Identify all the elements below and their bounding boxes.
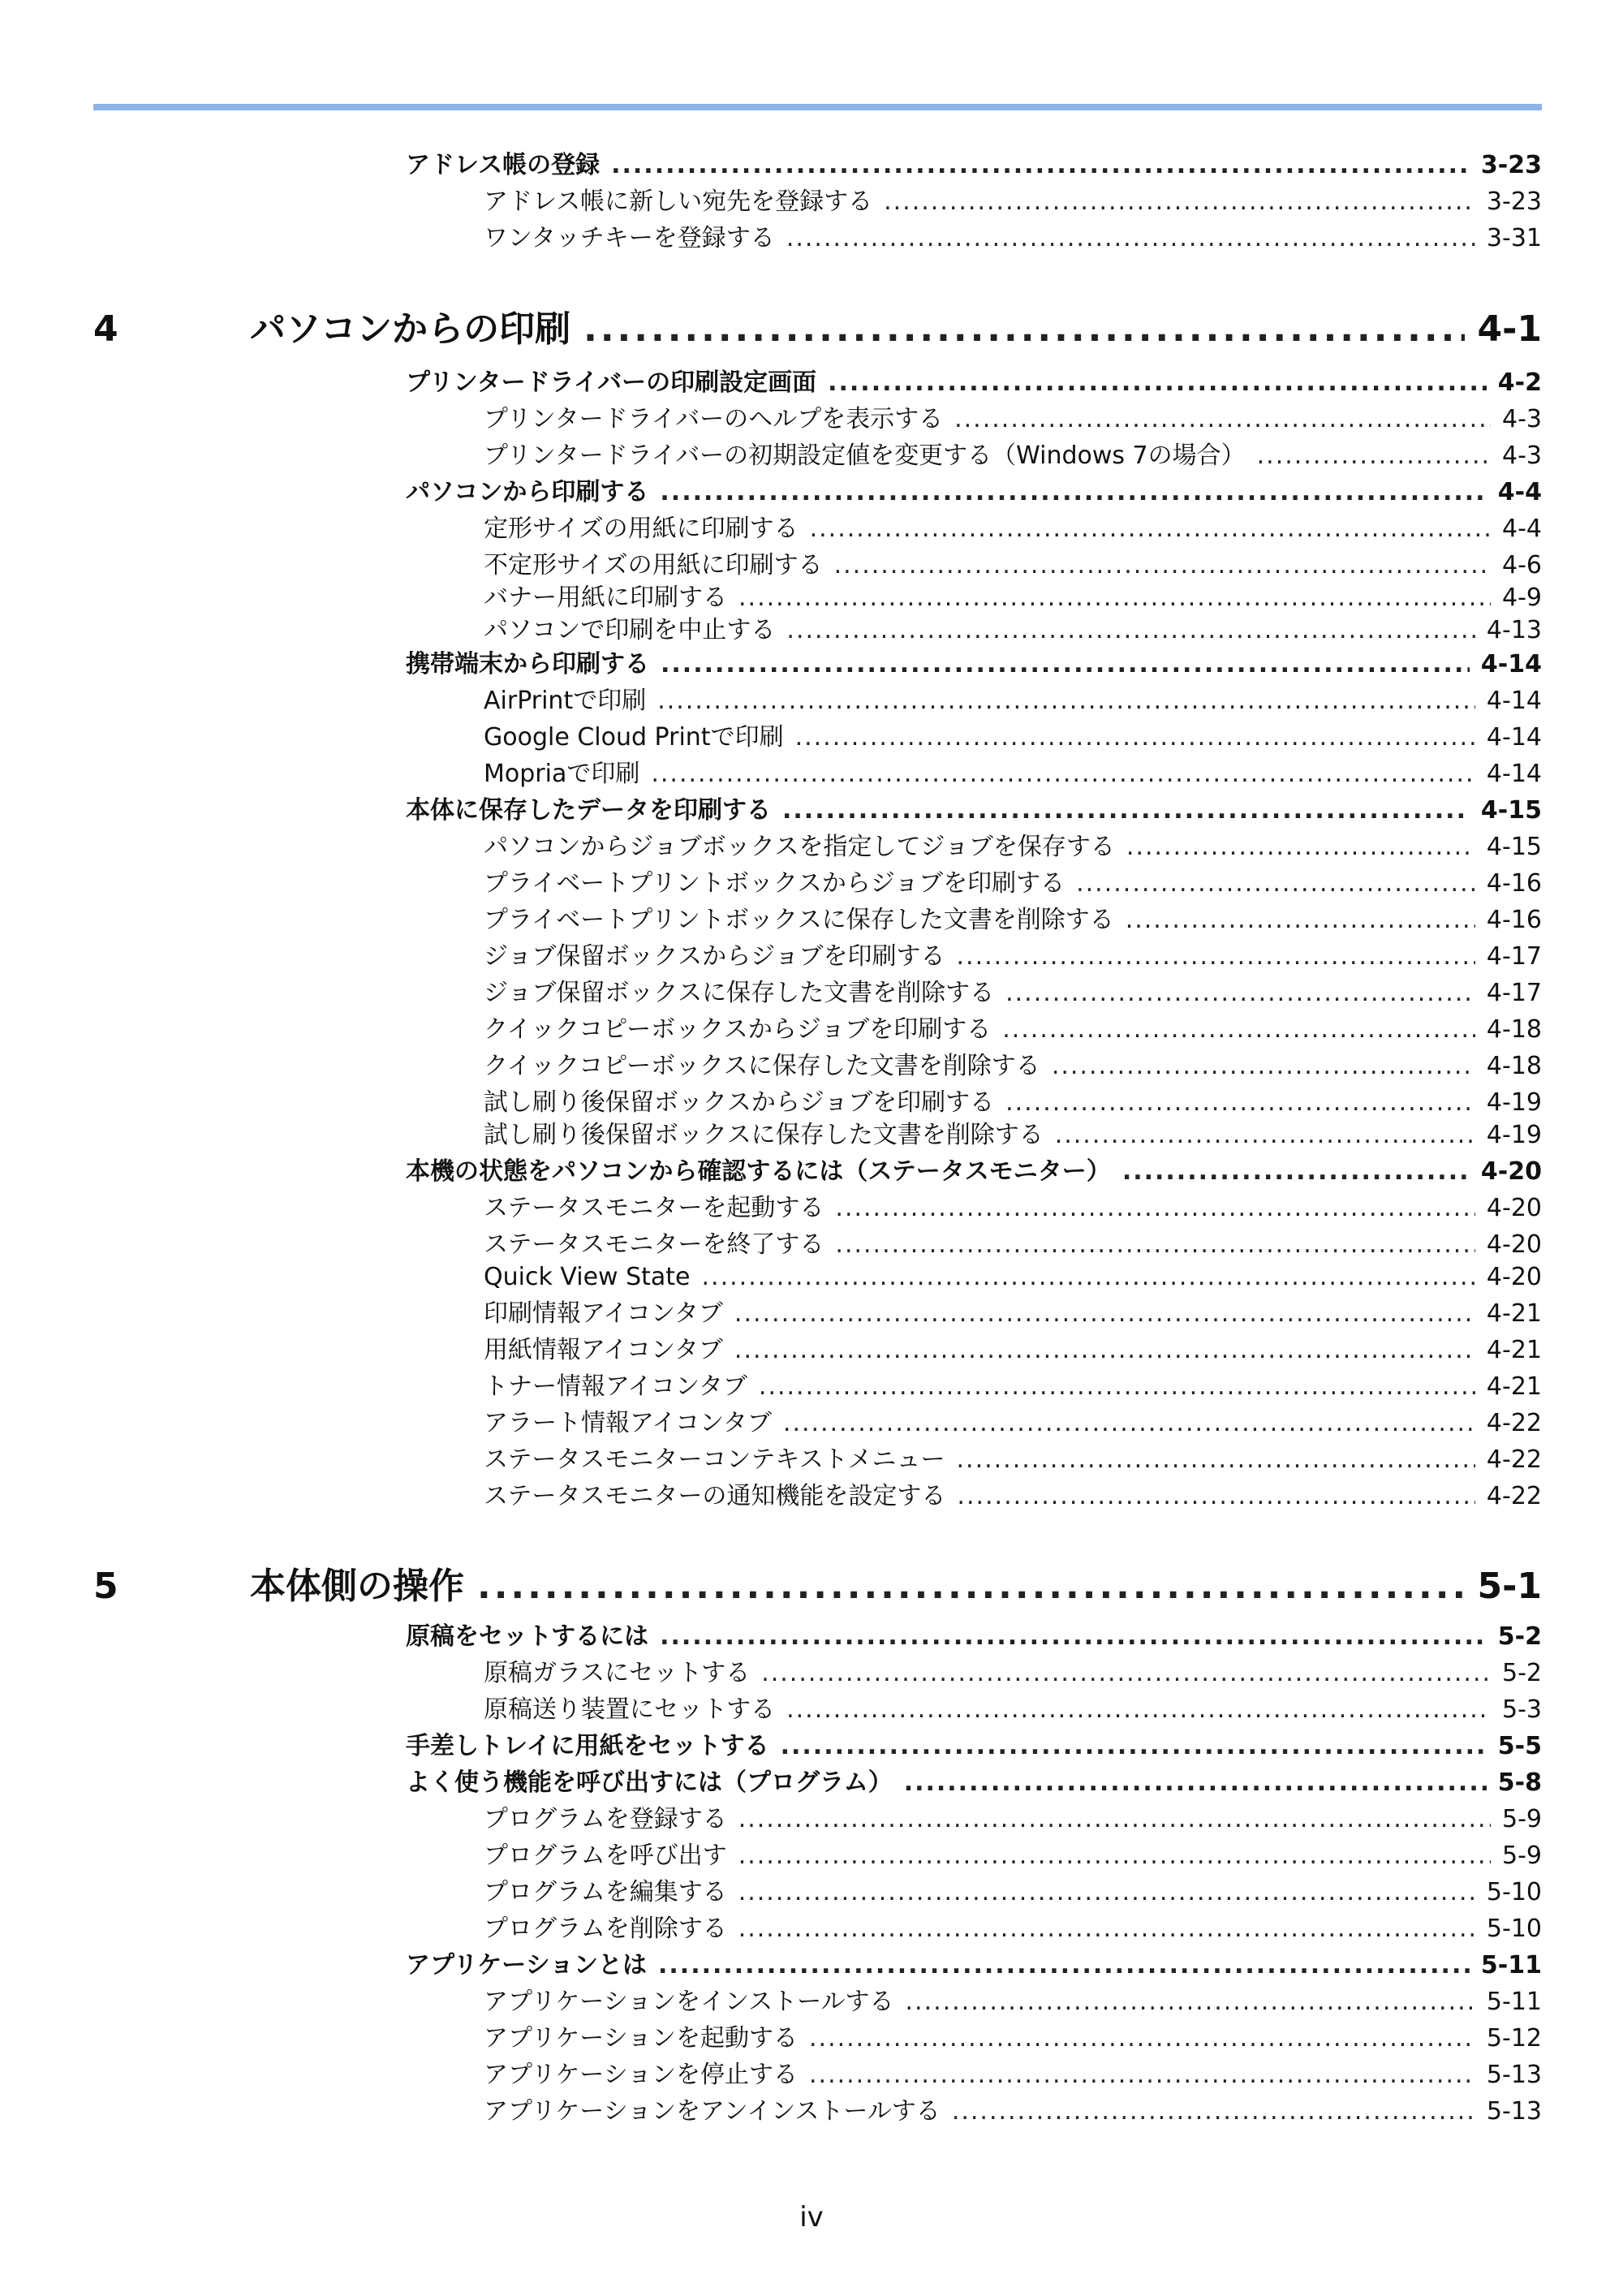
toc-entry[interactable] <box>406 1154 1542 1190</box>
toc-entry-page: 4-16 <box>1486 906 1542 934</box>
leader-dots <box>1257 438 1491 474</box>
toc-subentry[interactable] <box>484 1049 1542 1084</box>
toc-entry-page: 4-2 <box>1497 368 1542 397</box>
leader-dots <box>786 613 1475 648</box>
toc-subentry[interactable] <box>484 902 1542 938</box>
toc-entry-title: プリンタードライバーの初期設定値を変更する（Windows 7の場合） <box>484 442 1246 470</box>
toc-subentry[interactable] <box>484 1227 1542 1263</box>
toc-subentry[interactable] <box>484 720 1542 756</box>
toc-entry-title: 本体に保存したデータを印刷する <box>406 796 771 825</box>
toc-entry-page: 5-5 <box>1497 1732 1542 1760</box>
leader-dots <box>1005 976 1475 1011</box>
toc-entry-page: 4-20 <box>1486 1194 1542 1222</box>
toc-entry-page: 4-14 <box>1486 687 1542 715</box>
toc-entry-title: AirPrintで印刷 <box>484 687 647 715</box>
leader-dots <box>702 1260 1475 1295</box>
leader-dots <box>1005 1085 1475 1121</box>
toc-entry[interactable] <box>406 148 1542 183</box>
toc-subentry[interactable] <box>484 438 1542 474</box>
toc-entry-page: 5-9 <box>1502 1805 1542 1833</box>
toc-subentry[interactable] <box>484 2094 1542 2130</box>
toc-subentry[interactable] <box>484 1802 1542 1837</box>
toc-entry-title: 原稿をセットするには <box>406 1622 649 1651</box>
toc-entry-page: 5-2 <box>1502 1659 1542 1687</box>
toc-entry-title: ジョブ保留ボックスに保存した文書を削除する <box>484 979 995 1007</box>
toc-subentry[interactable] <box>484 1369 1542 1405</box>
leader-dots <box>781 1729 1487 1764</box>
toc-entry-title: アプリケーションとは <box>406 1951 647 1979</box>
header-rule <box>93 104 1542 110</box>
toc-entry-page: 5-8 <box>1497 1768 1542 1797</box>
toc-entry-page: 4-18 <box>1486 1052 1542 1080</box>
toc-entry-title: ステータスモニターを起動する <box>484 1194 824 1222</box>
toc-entry-page: 4-21 <box>1486 1372 1542 1401</box>
leader-dots <box>904 1765 1487 1801</box>
toc-entry-page: 5-12 <box>1486 2024 1542 2053</box>
leader-dots <box>657 683 1475 719</box>
toc-entry-page: 4-3 <box>1502 442 1542 470</box>
toc-entry-page: 5-13 <box>1486 2097 1542 2126</box>
toc-subentry[interactable] <box>484 511 1542 547</box>
leader-dots <box>1126 902 1475 938</box>
toc-entry-page: 4-3 <box>1502 405 1542 433</box>
toc-entry-title: バナー用紙に印刷する <box>484 584 727 612</box>
toc-entry-title: 定形サイズの用紙に印刷する <box>484 515 799 543</box>
toc-entry-page: 3-31 <box>1486 224 1542 252</box>
toc-entry-page: 4-19 <box>1486 1088 1542 1117</box>
leader-dots <box>834 548 1491 584</box>
leader-dots <box>738 580 1491 616</box>
toc-entry-title: アドレス帳の登録 <box>406 151 601 179</box>
toc-subentry[interactable] <box>484 221 1542 256</box>
leader-dots <box>1052 1049 1475 1084</box>
toc-entry-title: 原稿送り装置にセットする <box>484 1695 776 1724</box>
toc-subentry[interactable] <box>484 1479 1542 1514</box>
toc-subentry[interactable] <box>484 939 1542 975</box>
leader-dots <box>738 1911 1475 1947</box>
toc-entry-title: プログラムを呼び出す <box>484 1842 727 1870</box>
toc-entry-page: 4-17 <box>1486 942 1542 971</box>
toc-subentry[interactable] <box>484 1442 1542 1478</box>
leader-dots <box>761 1656 1491 1691</box>
toc-entry-page: 4-15 <box>1480 796 1542 825</box>
leader-dots <box>957 939 1475 975</box>
toc-subentry[interactable] <box>484 1012 1542 1048</box>
toc-entry-title: トナー情報アイコンタブ <box>484 1372 747 1401</box>
toc-entry-page: 4-15 <box>1486 833 1542 861</box>
leader-dots <box>810 511 1491 547</box>
toc-entry-page: 4-22 <box>1486 1409 1542 1437</box>
leader-dots <box>835 1191 1475 1226</box>
leader-dots <box>477 1562 1465 1611</box>
leader-dots <box>1076 866 1475 902</box>
toc-entry-page: 4-9 <box>1502 584 1542 612</box>
toc-entry-title: 試し刷り後保留ボックスからジョブを印刷する <box>484 1088 995 1117</box>
leader-dots <box>738 1802 1491 1837</box>
toc-subentry[interactable] <box>484 1191 1542 1226</box>
toc-entry-page: 4-14 <box>1480 650 1542 678</box>
chapter-heading[interactable] <box>93 305 1542 354</box>
leader-dots <box>651 756 1475 792</box>
toc-subentry[interactable] <box>484 548 1542 584</box>
toc-entry-page: 5-9 <box>1502 1842 1542 1870</box>
leader-dots <box>906 1984 1475 2020</box>
leader-dots <box>661 647 1470 683</box>
leader-dots <box>658 1948 1470 1984</box>
toc-entry-title: パソコンで印刷を中止する <box>484 616 776 644</box>
toc-entry-title: パソコンから印刷する <box>406 478 649 506</box>
page-number: iv <box>799 2201 824 2234</box>
toc-entry-page: 4-14 <box>1486 760 1542 788</box>
leader-dots <box>1002 1012 1475 1048</box>
chapter-page: 5-1 <box>1477 1566 1542 1607</box>
toc-entry-page: 3-23 <box>1480 151 1542 179</box>
leader-dots <box>795 720 1475 756</box>
leader-dots <box>809 2057 1475 2093</box>
toc-entry-title: ステータスモニターの通知機能を設定する <box>484 1482 946 1510</box>
toc-entry-page: 4-22 <box>1486 1482 1542 1510</box>
toc-entry-page: 5-10 <box>1486 1915 1542 1943</box>
toc-entry-title: プログラムを登録する <box>484 1805 727 1833</box>
toc-subentry[interactable] <box>484 613 1542 648</box>
toc-entry-page: 4-21 <box>1486 1299 1542 1328</box>
toc-entry-page: 4-20 <box>1480 1157 1542 1186</box>
leader-dots <box>734 1296 1475 1332</box>
toc-entry[interactable] <box>406 1619 1542 1655</box>
toc-entry-page: 4-17 <box>1486 979 1542 1007</box>
toc-entry[interactable] <box>406 1765 1542 1801</box>
toc-subentry[interactable] <box>484 1085 1542 1121</box>
toc-subentry[interactable] <box>484 1838 1542 1874</box>
toc-subentry[interactable] <box>484 2057 1542 2093</box>
chapter-title: パソコンからの印刷 <box>250 308 571 350</box>
leader-dots <box>734 1333 1475 1368</box>
toc-entry-page: 5-3 <box>1502 1695 1542 1724</box>
toc-subentry[interactable] <box>484 1118 1542 1153</box>
toc-entry-title: クイックコピーボックスからジョブを印刷する <box>484 1015 992 1044</box>
toc-subentry[interactable] <box>484 1296 1542 1332</box>
leader-dots <box>884 184 1475 220</box>
toc-entry-title: プリンタードライバーのヘルプを表示する <box>484 405 944 433</box>
toc-entry-title: 用紙情報アイコンタブ <box>484 1336 723 1364</box>
toc-subentry[interactable] <box>484 756 1542 792</box>
toc-entry[interactable] <box>406 475 1542 510</box>
toc-entry-page: 4-22 <box>1486 1445 1542 1474</box>
toc-entry-title: アドレス帳に新しい宛先を登録する <box>484 187 873 216</box>
leader-dots <box>786 221 1475 256</box>
toc-entry-page: 4-6 <box>1502 551 1542 579</box>
toc-entry-title: パソコンからジョブボックスを指定してジョブを保存する <box>484 833 1115 861</box>
toc-subentry[interactable] <box>484 1875 1542 1910</box>
leader-dots <box>809 2021 1475 2057</box>
toc-entry-title: アプリケーションをアンインストールする <box>484 2097 941 2126</box>
toc-subentry[interactable] <box>484 1656 1542 1691</box>
toc-entry-page: 4-18 <box>1486 1015 1542 1044</box>
toc-entry-title: プライベートプリントボックスからジョブを印刷する <box>484 869 1065 898</box>
toc-subentry[interactable] <box>484 829 1542 865</box>
leader-dots <box>738 1875 1475 1910</box>
toc-entry-page: 4-14 <box>1486 723 1542 752</box>
toc-entry-page: 4-20 <box>1486 1263 1542 1291</box>
toc-entry-title: 手差しトレイに用紙をセットする <box>406 1732 769 1760</box>
toc-entry-title: アプリケーションを起動する <box>484 2024 798 2053</box>
toc-entry-title: Mopriaで印刷 <box>484 760 640 788</box>
chapter-title: 本体側の操作 <box>250 1566 464 1607</box>
toc-entry-page: 5-10 <box>1486 1878 1542 1906</box>
toc-entry-title: よく使う機能を呼び出すには（プログラム） <box>406 1768 893 1797</box>
toc-subentry[interactable] <box>484 866 1542 902</box>
leader-dots <box>1122 1154 1470 1190</box>
toc-entry-title: 印刷情報アイコンタブ <box>484 1299 723 1328</box>
toc-entry-title: ステータスモニターコンテキストメニュー <box>484 1445 945 1474</box>
toc-subentry[interactable] <box>484 402 1542 437</box>
toc-subentry[interactable] <box>484 580 1542 616</box>
leader-dots <box>835 1227 1475 1263</box>
leader-dots <box>957 1442 1475 1478</box>
toc-entry-page: 5-11 <box>1486 1988 1542 2016</box>
toc-subentry[interactable] <box>484 976 1542 1011</box>
toc-entry-title: アプリケーションを停止する <box>484 2061 798 2089</box>
toc-subentry[interactable] <box>484 1911 1542 1947</box>
toc-entry-title: アプリケーションをインストールする <box>484 1988 894 2016</box>
toc-entry[interactable] <box>406 365 1542 401</box>
toc-subentry[interactable] <box>484 1260 1542 1295</box>
toc-entry-title: ワンタッチキーを登録する <box>484 224 775 252</box>
toc-entry-title: プログラムを編集する <box>484 1878 727 1906</box>
toc-entry-page: 4-16 <box>1486 869 1542 898</box>
toc-entry[interactable] <box>406 1948 1542 1984</box>
toc-entry[interactable] <box>406 1729 1542 1764</box>
toc-subentry[interactable] <box>484 1406 1542 1441</box>
leader-dots <box>660 475 1486 510</box>
chapter-page: 4-1 <box>1477 308 1542 350</box>
toc-entry-title: 携帯端末から印刷する <box>406 650 649 678</box>
leader-dots <box>783 1406 1475 1441</box>
toc-entry-page: 5-11 <box>1480 1951 1542 1979</box>
toc-entry-page: 5-13 <box>1486 2061 1542 2089</box>
toc-entry-page: 4-4 <box>1502 515 1542 543</box>
leader-dots <box>782 793 1470 829</box>
leader-dots <box>660 1619 1487 1655</box>
toc-entry-title: プライベートプリントボックスに保存した文書を削除する <box>484 906 1114 934</box>
toc-entry-title: Quick View State <box>484 1263 691 1291</box>
leader-dots <box>952 2094 1475 2130</box>
toc-subentry[interactable] <box>484 683 1542 719</box>
toc-entry-page: 4-13 <box>1486 616 1542 644</box>
toc-entry[interactable] <box>406 647 1542 683</box>
toc-subentry[interactable] <box>484 1692 1542 1728</box>
toc-subentry[interactable] <box>484 1984 1542 2020</box>
leader-dots <box>1055 1118 1475 1153</box>
toc-entry-page: 5-2 <box>1497 1622 1542 1651</box>
toc-entry-page: 3-23 <box>1486 187 1542 216</box>
leader-dots <box>759 1369 1475 1405</box>
leader-dots <box>828 365 1487 401</box>
toc-entry-title: プログラムを削除する <box>484 1915 727 1943</box>
leader-dots <box>738 1838 1491 1874</box>
chapter-heading[interactable] <box>93 1562 1542 1611</box>
leader-dots <box>954 402 1491 437</box>
leader-dots <box>786 1692 1491 1728</box>
chapter-number: 4 <box>93 308 118 350</box>
leader-dots <box>611 148 1470 183</box>
toc-entry-page: 4-21 <box>1486 1336 1542 1364</box>
leader-dots <box>1126 829 1475 865</box>
toc-subentry[interactable] <box>484 1333 1542 1368</box>
toc-entry-page: 4-20 <box>1486 1230 1542 1259</box>
toc-entry-page: 4-19 <box>1486 1121 1542 1149</box>
leader-dots <box>957 1479 1475 1514</box>
toc-entry-title: アラート情報アイコンタブ <box>484 1409 772 1437</box>
toc-entry-title: 本機の状態をパソコンから確認するには（ステータスモニター） <box>406 1157 1111 1186</box>
toc-entry-title: 不定形サイズの用紙に印刷する <box>484 551 823 579</box>
toc-subentry[interactable] <box>484 184 1542 220</box>
leader-dots <box>583 305 1464 354</box>
toc-entry-title: プリンタードライバーの印刷設定画面 <box>406 368 817 397</box>
toc-entry-title: クイックコピーボックスに保存した文書を削除する <box>484 1052 1040 1080</box>
toc-entry[interactable] <box>406 793 1542 829</box>
toc-entry-page: 4-4 <box>1497 478 1542 506</box>
toc-entry-title: 試し刷り後保留ボックスに保存した文書を削除する <box>484 1121 1044 1149</box>
toc-entry-title: 原稿ガラスにセットする <box>484 1659 751 1687</box>
toc-subentry[interactable] <box>484 2021 1542 2057</box>
toc-entry-title: ステータスモニターを終了する <box>484 1230 824 1259</box>
toc-entry-title: ジョブ保留ボックスからジョブを印刷する <box>484 942 945 971</box>
chapter-number: 5 <box>93 1566 118 1607</box>
toc-entry-title: Google Cloud Printで印刷 <box>484 723 784 752</box>
